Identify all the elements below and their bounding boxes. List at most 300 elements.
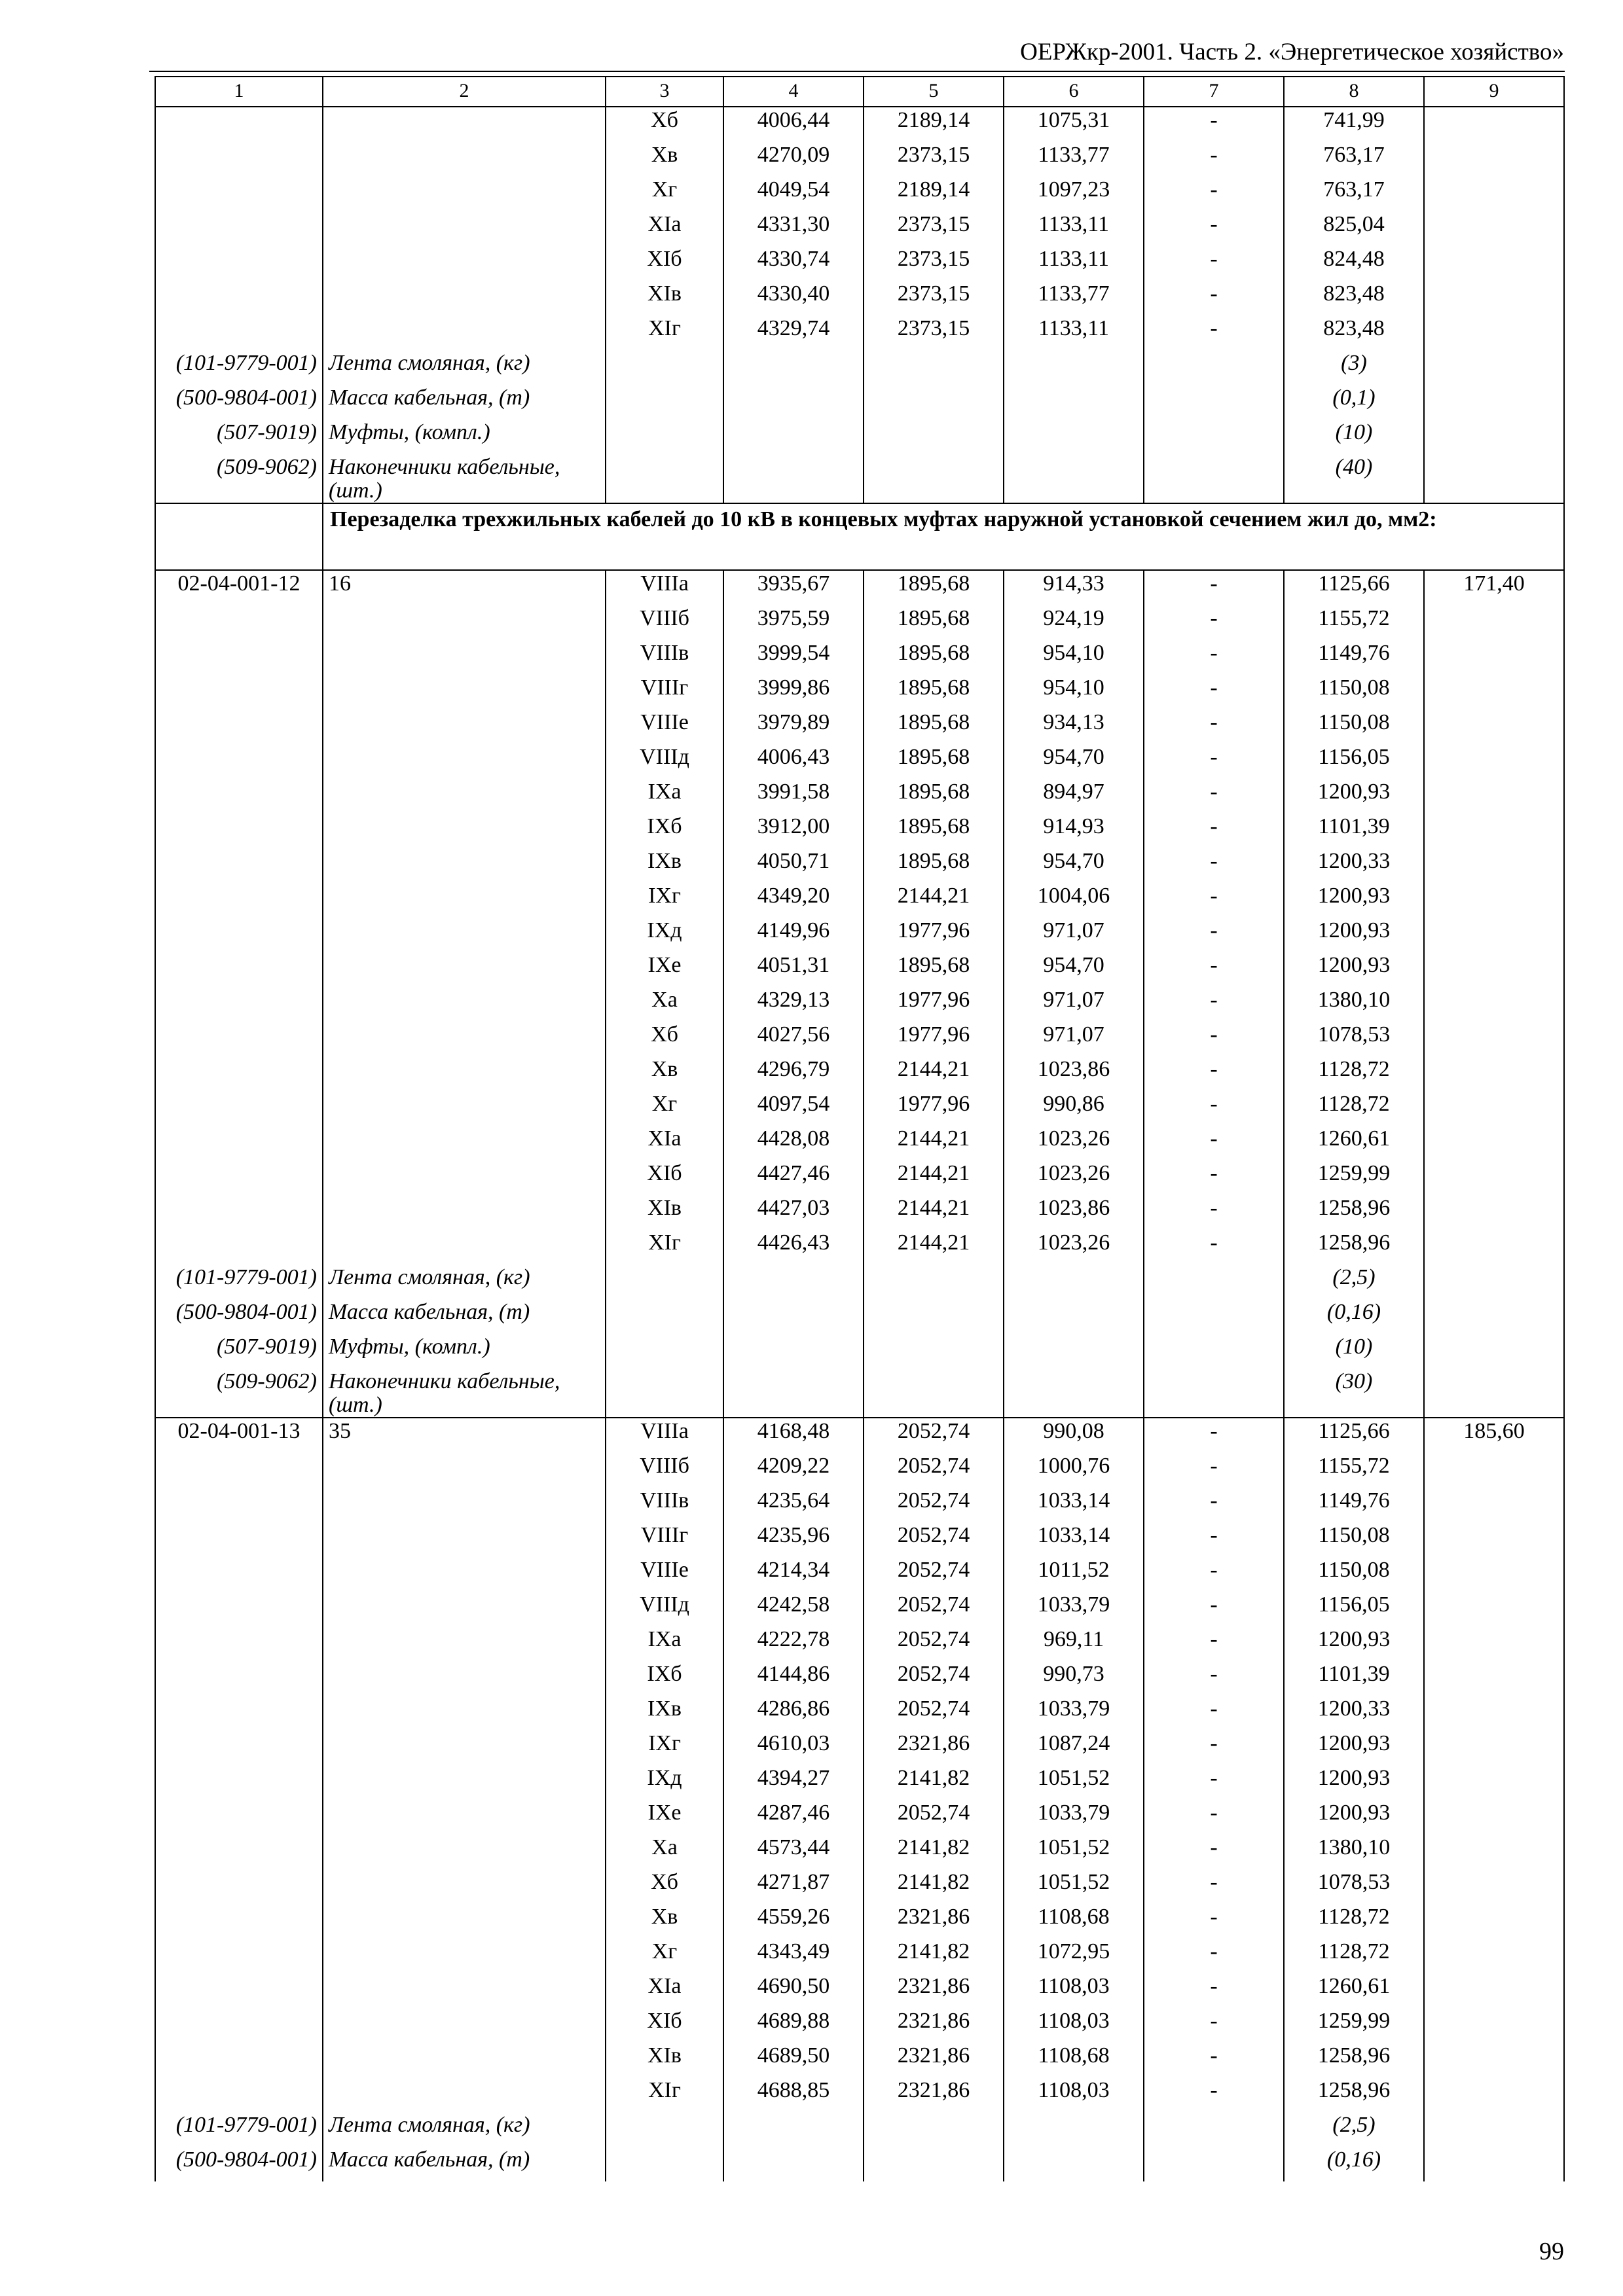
table-row <box>155 246 1564 281</box>
table-row <box>155 1488 1564 1522</box>
machine-cost-cell: 1133,11 <box>1004 315 1144 350</box>
empty-cell <box>1144 2112 1284 2147</box>
section-size <box>323 211 606 246</box>
zone-cell: IXд <box>606 918 723 952</box>
zone-cell: Хг <box>606 1091 723 1126</box>
labor-cost-cell: 2321,86 <box>864 2043 1004 2077</box>
table-row <box>155 1160 1564 1195</box>
labor-cost-cell: 1977,96 <box>864 1091 1004 1126</box>
material-quantity: (2,5) <box>1284 1265 1424 1299</box>
table-row <box>155 605 1564 640</box>
table-row <box>155 1626 1564 1661</box>
driver-cost-cell: - <box>1144 605 1284 640</box>
direct-cost-cell: 4573,44 <box>723 1835 864 1869</box>
section-size <box>323 177 606 211</box>
table-row <box>155 211 1564 246</box>
section-size <box>323 605 606 640</box>
rate-code <box>155 281 323 315</box>
labor-cost-cell: 1977,96 <box>864 918 1004 952</box>
direct-cost-cell: 4349,20 <box>723 883 864 918</box>
machine-cost-cell: 1051,52 <box>1004 1835 1144 1869</box>
table-row <box>155 2008 1564 2043</box>
labor-hours-cell <box>1424 640 1564 675</box>
table-row <box>155 1939 1564 1973</box>
empty-cell <box>1144 1299 1284 1334</box>
empty-cell <box>1004 1299 1144 1334</box>
table-row <box>155 281 1564 315</box>
labor-hours-cell <box>1424 1126 1564 1160</box>
machine-cost-cell: 1108,03 <box>1004 2077 1144 2112</box>
labor-hours-cell <box>1424 1230 1564 1265</box>
zone-cell: Хв <box>606 1904 723 1939</box>
empty-cell <box>1004 454 1144 503</box>
labor-cost-cell: 2141,82 <box>864 1835 1004 1869</box>
labor-cost-cell: 2144,21 <box>864 1195 1004 1230</box>
rate-code <box>155 211 323 246</box>
material-code: (101-9779-001) <box>155 350 323 385</box>
labor-cost-cell: 2052,74 <box>864 1626 1004 1661</box>
empty-cell <box>1004 420 1144 454</box>
rate-code <box>155 1022 323 1056</box>
machine-cost-cell: 914,33 <box>1004 570 1144 605</box>
machine-cost-cell: 1133,11 <box>1004 246 1144 281</box>
materials-cost-cell: 1149,76 <box>1284 640 1424 675</box>
labor-cost-cell: 2141,82 <box>864 1939 1004 1973</box>
direct-cost-cell: 4051,31 <box>723 952 864 987</box>
driver-cost-cell: - <box>1144 246 1284 281</box>
section-size <box>323 1592 606 1626</box>
machine-cost-cell: 1011,52 <box>1004 1557 1144 1592</box>
machine-cost-cell: 954,10 <box>1004 640 1144 675</box>
materials-cost-cell: 1101,39 <box>1284 1661 1424 1696</box>
material-quantity: (0,1) <box>1284 385 1424 420</box>
machine-cost-cell: 914,93 <box>1004 814 1144 848</box>
section-size <box>323 1835 606 1869</box>
section-row <box>155 503 1564 570</box>
materials-cost-cell: 1200,93 <box>1284 1731 1424 1765</box>
empty-cell <box>1424 350 1564 385</box>
zone-cell: XIa <box>606 1126 723 1160</box>
labor-hours-cell <box>1424 1557 1564 1592</box>
section-size <box>323 142 606 177</box>
empty-cell <box>864 420 1004 454</box>
material-name: Муфты, (компл.) <box>323 1334 606 1369</box>
materials-cost-cell: 1128,72 <box>1284 1056 1424 1091</box>
section-size <box>323 675 606 709</box>
direct-cost-cell: 4222,78 <box>723 1626 864 1661</box>
materials-cost-cell: 1128,72 <box>1284 1904 1424 1939</box>
materials-cost-cell: 1200,93 <box>1284 918 1424 952</box>
direct-cost-cell: 3912,00 <box>723 814 864 848</box>
labor-hours-cell <box>1424 779 1564 814</box>
section-size <box>323 2077 606 2112</box>
direct-cost-cell: 4330,74 <box>723 246 864 281</box>
driver-cost-cell: - <box>1144 1696 1284 1731</box>
labor-hours-cell <box>1424 246 1564 281</box>
column-number: 2 <box>323 77 606 107</box>
material-quantity: (3) <box>1284 350 1424 385</box>
machine-cost-cell: 1033,79 <box>1004 1592 1144 1626</box>
empty-cell <box>1004 2112 1144 2147</box>
empty-cell <box>1424 454 1564 503</box>
empty-cell <box>864 1334 1004 1369</box>
page-number: 99 <box>1539 2238 1564 2265</box>
labor-cost-cell: 1895,68 <box>864 779 1004 814</box>
section-size <box>323 315 606 350</box>
rate-code <box>155 1230 323 1265</box>
direct-cost-cell: 4610,03 <box>723 1731 864 1765</box>
rate-code <box>155 1800 323 1835</box>
labor-cost-cell: 2373,15 <box>864 211 1004 246</box>
empty-cell <box>864 1265 1004 1299</box>
machine-cost-cell: 1033,14 <box>1004 1522 1144 1557</box>
rate-code <box>155 1522 323 1557</box>
labor-hours-cell <box>1424 107 1564 142</box>
section-size <box>323 1126 606 1160</box>
empty-cell <box>723 420 864 454</box>
rate-code <box>155 315 323 350</box>
rate-code <box>155 1592 323 1626</box>
materials-cost-cell: 823,48 <box>1284 281 1424 315</box>
labor-hours-cell <box>1424 1800 1564 1835</box>
table-row <box>155 987 1564 1022</box>
table-row <box>155 848 1564 883</box>
labor-hours-cell <box>1424 1488 1564 1522</box>
driver-cost-cell: - <box>1144 142 1284 177</box>
zone-cell: IXб <box>606 1661 723 1696</box>
table-row <box>155 1557 1564 1592</box>
labor-hours-cell <box>1424 709 1564 744</box>
material-code: (101-9779-001) <box>155 2112 323 2147</box>
column-number: 7 <box>1144 77 1284 107</box>
machine-cost-cell: 1023,26 <box>1004 1160 1144 1195</box>
driver-cost-cell: - <box>1144 211 1284 246</box>
section-size <box>323 2008 606 2043</box>
table-row <box>155 1453 1564 1488</box>
table-row <box>155 570 1564 605</box>
driver-cost-cell: - <box>1144 1230 1284 1265</box>
direct-cost-cell: 3935,67 <box>723 570 864 605</box>
section-size <box>323 1195 606 1230</box>
material-code: (509-9062) <box>155 1369 323 1418</box>
zone-cell: IXa <box>606 779 723 814</box>
rate-code <box>155 1126 323 1160</box>
rate-code <box>155 2008 323 2043</box>
labor-cost-cell: 2052,74 <box>864 1696 1004 1731</box>
direct-cost-cell: 4343,49 <box>723 1939 864 1973</box>
rate-code <box>155 1835 323 1869</box>
materials-cost-cell: 1258,96 <box>1284 1230 1424 1265</box>
rate-code <box>155 107 323 142</box>
zone-cell: Хг <box>606 177 723 211</box>
table-row <box>155 1195 1564 1230</box>
material-row <box>155 1299 1564 1334</box>
zone-cell: VIIIa <box>606 1418 723 1453</box>
labor-hours-cell <box>1424 1626 1564 1661</box>
machine-cost-cell: 971,07 <box>1004 1022 1144 1056</box>
rate-code <box>155 779 323 814</box>
machine-cost-cell: 1133,77 <box>1004 281 1144 315</box>
table-row <box>155 1904 1564 1939</box>
empty-cell <box>723 1369 864 1418</box>
empty-cell <box>723 1334 864 1369</box>
empty-cell <box>606 2147 723 2181</box>
materials-cost-cell: 1125,66 <box>1284 570 1424 605</box>
driver-cost-cell: - <box>1144 918 1284 952</box>
machine-cost-cell: 1023,86 <box>1004 1195 1144 1230</box>
materials-cost-cell: 1125,66 <box>1284 1418 1424 1453</box>
empty-cell <box>1004 350 1144 385</box>
rate-code <box>155 1661 323 1696</box>
empty-cell <box>1424 2147 1564 2181</box>
empty-cell <box>864 385 1004 420</box>
material-quantity: (0,16) <box>1284 2147 1424 2181</box>
direct-cost-cell: 4144,86 <box>723 1661 864 1696</box>
driver-cost-cell: - <box>1144 177 1284 211</box>
rate-code <box>155 1488 323 1522</box>
material-quantity: (0,16) <box>1284 1299 1424 1334</box>
table-row <box>155 1230 1564 1265</box>
driver-cost-cell: - <box>1144 952 1284 987</box>
labor-hours-cell <box>1424 1661 1564 1696</box>
zone-cell: XIв <box>606 2043 723 2077</box>
labor-hours-cell <box>1424 211 1564 246</box>
empty-cell <box>723 385 864 420</box>
labor-cost-cell: 2321,86 <box>864 1973 1004 2008</box>
table-row <box>155 779 1564 814</box>
page-header-title: ОЕРЖкр-2001. Часть 2. «Энергетическое хозяйство» <box>1020 39 1564 65</box>
material-code: (507-9019) <box>155 1334 323 1369</box>
machine-cost-cell: 1033,79 <box>1004 1696 1144 1731</box>
driver-cost-cell: - <box>1144 675 1284 709</box>
labor-cost-cell: 2373,15 <box>864 246 1004 281</box>
empty-cell <box>723 1299 864 1334</box>
section-size <box>323 1522 606 1557</box>
section-size <box>323 1557 606 1592</box>
machine-cost-cell: 1023,26 <box>1004 1230 1144 1265</box>
section-size <box>323 952 606 987</box>
direct-cost-cell: 3991,58 <box>723 779 864 814</box>
zone-cell: VIIIд <box>606 1592 723 1626</box>
column-number: 3 <box>606 77 723 107</box>
direct-cost-cell: 4049,54 <box>723 177 864 211</box>
materials-cost-cell: 1259,99 <box>1284 1160 1424 1195</box>
empty-cell <box>606 385 723 420</box>
material-name: Масса кабельная, (т) <box>323 1299 606 1334</box>
driver-cost-cell: - <box>1144 570 1284 605</box>
materials-cost-cell: 1380,10 <box>1284 987 1424 1022</box>
direct-cost-cell: 4149,96 <box>723 918 864 952</box>
material-code: (500-9804-001) <box>155 2147 323 2181</box>
labor-cost-cell: 1895,68 <box>864 570 1004 605</box>
driver-cost-cell: - <box>1144 883 1284 918</box>
labor-hours-cell: 171,40 <box>1424 570 1564 605</box>
machine-cost-cell: 1133,77 <box>1004 142 1144 177</box>
zone-cell: Хб <box>606 107 723 142</box>
material-row <box>155 454 1564 503</box>
machine-cost-cell: 990,86 <box>1004 1091 1144 1126</box>
empty-cell <box>864 2147 1004 2181</box>
empty-cell <box>723 2147 864 2181</box>
empty-cell <box>1424 1265 1564 1299</box>
labor-cost-cell: 2052,74 <box>864 1661 1004 1696</box>
zone-cell: IXг <box>606 883 723 918</box>
labor-hours-cell <box>1424 1592 1564 1626</box>
materials-cost-cell: 763,17 <box>1284 142 1424 177</box>
table-row <box>155 1022 1564 1056</box>
empty-cell <box>1424 1369 1564 1418</box>
empty-cell <box>606 1265 723 1299</box>
empty-cell <box>1004 2147 1144 2181</box>
direct-cost-cell: 4271,87 <box>723 1869 864 1904</box>
materials-cost-cell: 1155,72 <box>1284 605 1424 640</box>
column-number: 1 <box>155 77 323 107</box>
empty-cell <box>723 350 864 385</box>
material-row <box>155 1265 1564 1299</box>
machine-cost-cell: 954,70 <box>1004 744 1144 779</box>
machine-cost-cell: 1108,68 <box>1004 1904 1144 1939</box>
materials-cost-cell: 1200,93 <box>1284 1626 1424 1661</box>
rate-code <box>155 640 323 675</box>
table-row <box>155 1522 1564 1557</box>
zone-cell: VIIIд <box>606 744 723 779</box>
table-row <box>155 814 1564 848</box>
rate-code <box>155 1939 323 1973</box>
machine-cost-cell: 934,13 <box>1004 709 1144 744</box>
empty-cell <box>1144 1265 1284 1299</box>
zone-cell: Хв <box>606 1056 723 1091</box>
labor-hours-cell <box>1424 1696 1564 1731</box>
table-row <box>155 640 1564 675</box>
table-row <box>155 177 1564 211</box>
labor-hours-cell <box>1424 605 1564 640</box>
table-row <box>155 952 1564 987</box>
empty-cell <box>1424 1299 1564 1334</box>
labor-cost-cell: 2144,21 <box>864 1126 1004 1160</box>
direct-cost-cell: 4559,26 <box>723 1904 864 1939</box>
labor-cost-cell: 2052,74 <box>864 1522 1004 1557</box>
empty-cell <box>1424 420 1564 454</box>
labor-cost-cell: 2373,15 <box>864 315 1004 350</box>
materials-cost-cell: 1128,72 <box>1284 1939 1424 1973</box>
rate-code <box>155 1160 323 1195</box>
section-size <box>323 281 606 315</box>
direct-cost-cell: 4427,03 <box>723 1195 864 1230</box>
section-size <box>323 1904 606 1939</box>
labor-cost-cell: 1895,68 <box>864 640 1004 675</box>
column-number: 9 <box>1424 77 1564 107</box>
column-numbers-row <box>155 77 1564 107</box>
direct-cost-cell: 4287,46 <box>723 1800 864 1835</box>
material-name: Лента смоляная, (кг) <box>323 2112 606 2147</box>
labor-hours-cell <box>1424 142 1564 177</box>
column-number: 5 <box>864 77 1004 107</box>
empty-cell <box>723 1265 864 1299</box>
driver-cost-cell: - <box>1144 814 1284 848</box>
labor-cost-cell: 2144,21 <box>864 1230 1004 1265</box>
direct-cost-cell: 4690,50 <box>723 1973 864 2008</box>
rate-code <box>155 1869 323 1904</box>
labor-cost-cell: 2321,86 <box>864 2008 1004 2043</box>
direct-cost-cell: 4688,85 <box>723 2077 864 2112</box>
machine-cost-cell: 1051,52 <box>1004 1869 1144 1904</box>
materials-cost-cell: 1078,53 <box>1284 1869 1424 1904</box>
direct-cost-cell: 3999,54 <box>723 640 864 675</box>
direct-cost-cell: 4296,79 <box>723 1056 864 1091</box>
section-size <box>323 640 606 675</box>
labor-hours-cell <box>1424 675 1564 709</box>
materials-cost-cell: 1258,96 <box>1284 2043 1424 2077</box>
material-quantity: (30) <box>1284 1369 1424 1418</box>
materials-cost-cell: 824,48 <box>1284 246 1424 281</box>
rate-code <box>155 918 323 952</box>
section-size <box>323 246 606 281</box>
section-size <box>323 1230 606 1265</box>
section-title: Перезаделка трехжильных кабелей до 10 кВ в концевых муфтах наружной установкой сечением жил до, мм2: <box>323 503 1564 570</box>
driver-cost-cell: - <box>1144 1022 1284 1056</box>
table-row <box>155 1869 1564 1904</box>
driver-cost-cell: - <box>1144 1661 1284 1696</box>
empty-cell <box>606 454 723 503</box>
machine-cost-cell: 1023,26 <box>1004 1126 1144 1160</box>
zone-cell: Хв <box>606 142 723 177</box>
direct-cost-cell: 4235,64 <box>723 1488 864 1522</box>
driver-cost-cell: - <box>1144 640 1284 675</box>
rate-code <box>155 2043 323 2077</box>
rate-code <box>155 1091 323 1126</box>
driver-cost-cell: - <box>1144 2008 1284 2043</box>
labor-cost-cell: 2052,74 <box>864 1453 1004 1488</box>
labor-cost-cell: 2321,86 <box>864 1904 1004 1939</box>
labor-cost-cell: 2052,74 <box>864 1488 1004 1522</box>
labor-hours-cell <box>1424 177 1564 211</box>
empty-cell <box>606 2112 723 2147</box>
rate-code <box>155 709 323 744</box>
section-size <box>323 1696 606 1731</box>
zone-cell: XIв <box>606 281 723 315</box>
labor-cost-cell: 1977,96 <box>864 987 1004 1022</box>
labor-hours-cell <box>1424 1195 1564 1230</box>
machine-cost-cell: 954,70 <box>1004 952 1144 987</box>
labor-hours-cell <box>1424 1453 1564 1488</box>
zone-cell: Хб <box>606 1869 723 1904</box>
rate-code <box>155 142 323 177</box>
table-row <box>155 2043 1564 2077</box>
table-row <box>155 1126 1564 1160</box>
labor-hours-cell <box>1424 2077 1564 2112</box>
direct-cost-cell: 4006,44 <box>723 107 864 142</box>
direct-cost-cell: 3975,59 <box>723 605 864 640</box>
section-size <box>323 1626 606 1661</box>
labor-hours-cell: 185,60 <box>1424 1418 1564 1453</box>
material-name: Масса кабельная, (т) <box>323 385 606 420</box>
material-quantity: (2,5) <box>1284 2112 1424 2147</box>
driver-cost-cell: - <box>1144 1557 1284 1592</box>
table-row <box>155 1973 1564 2008</box>
zone-cell: IXa <box>606 1626 723 1661</box>
materials-cost-cell: 1259,99 <box>1284 2008 1424 2043</box>
table-row <box>155 1696 1564 1731</box>
rates-table <box>155 76 1565 2181</box>
material-name: Наконечники кабельные, (шт.) <box>323 454 606 503</box>
material-quantity: (10) <box>1284 1334 1424 1369</box>
material-code: (500-9804-001) <box>155 385 323 420</box>
zone-cell: IXв <box>606 848 723 883</box>
labor-cost-cell: 1895,68 <box>864 814 1004 848</box>
section-size <box>323 709 606 744</box>
zone-cell: VIIIб <box>606 1453 723 1488</box>
empty-cell <box>1144 1369 1284 1418</box>
